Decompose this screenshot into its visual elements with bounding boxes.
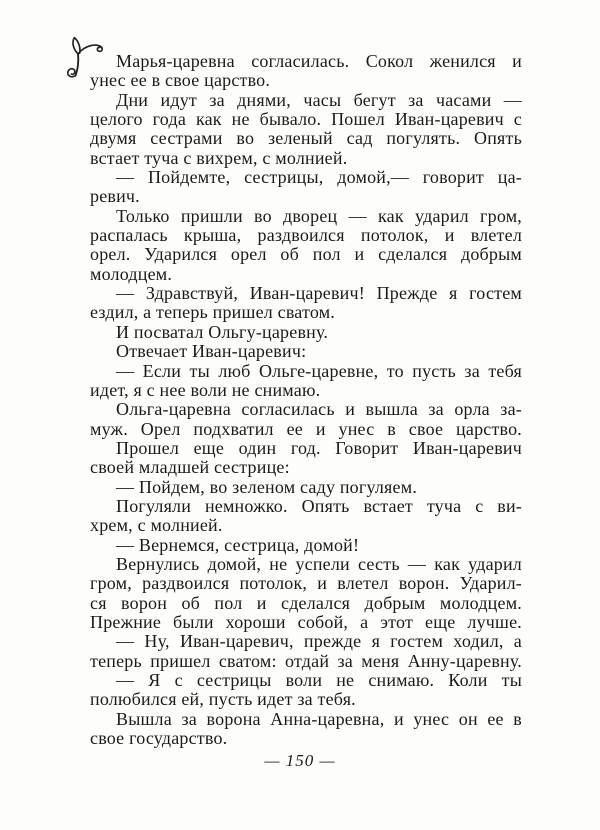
text-line: — Пойдемте, сестрицы, домой,— говорит ца-	[116, 167, 522, 188]
text-block	[90, 52, 522, 748]
text-line: И посватал Ольгу-царевну.	[116, 321, 329, 342]
text-line: Погуляли немножко. Опять встает туча с ви-	[116, 495, 522, 516]
text-line: распалась крыша, раздвоился потолок, и влетел	[90, 225, 522, 246]
text-line: — Если ты люб Ольге-царевне, то пусть за тебя	[116, 360, 522, 381]
text-line: своей младшей сестрице:	[90, 457, 290, 478]
text-line: теперь пришел сватом: отдай за меня Анну-царевну.	[90, 650, 522, 671]
text-line: — Вернемся, сестрица, домой!	[116, 534, 360, 555]
text-line: свое государство.	[90, 728, 228, 749]
text-line: Прежние были хороши собой, а этот еще лучше.	[90, 611, 522, 632]
text-line: — Пойдем, во зеленом саду погуляем.	[116, 476, 418, 497]
text-line: Отвечает Иван-царевич:	[116, 341, 307, 362]
text-line: молодцем.	[90, 263, 173, 284]
text-line: Марья-царевна согласилась. Сокол женился и	[116, 51, 522, 71]
text-line: ездил, а теперь пришел сватом.	[90, 302, 335, 323]
text-line: — Ну, Иван-царевич, прежде я гостем ходил, а	[116, 631, 522, 652]
text-line: хрем, с молнией.	[90, 515, 223, 536]
text-line: Вернулись домой, не успели сесть — как ударил	[116, 553, 522, 574]
text-line: гром, раздвоился потолок, и влетел ворон. Ударил-	[90, 573, 522, 594]
text-line: встает туча с вихрем, с молнией.	[90, 147, 348, 168]
text-line: полюбился ей, пусть идет за тебя.	[90, 689, 356, 710]
text-line: ревич.	[90, 186, 140, 207]
text-line: Прошел еще один год. Говорит Иван-царевич	[116, 437, 522, 458]
text-line: муж. Орел подхватил ее и унес в свое царство.	[90, 418, 522, 439]
text-line: Дни идут за днями, часы бегут за часами —	[116, 89, 522, 110]
text-line: — Здравствуй, Иван-царевич! Прежде я гостем	[116, 283, 522, 304]
text-line: целого года как не бывало. Пошел Иван-царевич с	[90, 109, 522, 130]
text-line: — Я с сестрицы воли не снимаю. Коли ты	[116, 670, 522, 690]
page-number: — 150 —	[264, 751, 336, 770]
text-line: Вышла за ворона Анна-царевна, и унес он ее в	[116, 708, 522, 729]
text-line: Ольга-царевна согласилась и вышла за орла за-	[116, 399, 522, 420]
text-line: ся ворон об пол и сделался добрым молодцем.	[90, 592, 522, 613]
text-line: орел. Ударился орел об пол и сделался добрым	[90, 244, 522, 265]
text-line: Только пришли во дворец — как ударил гром,	[116, 205, 522, 226]
text-line: унес ее в свое царство.	[90, 70, 271, 91]
text-line: двумя сестрами во зеленый сад погулять. Опять	[90, 128, 522, 149]
text-line: идет, я с нее воли не снимаю.	[90, 379, 321, 400]
